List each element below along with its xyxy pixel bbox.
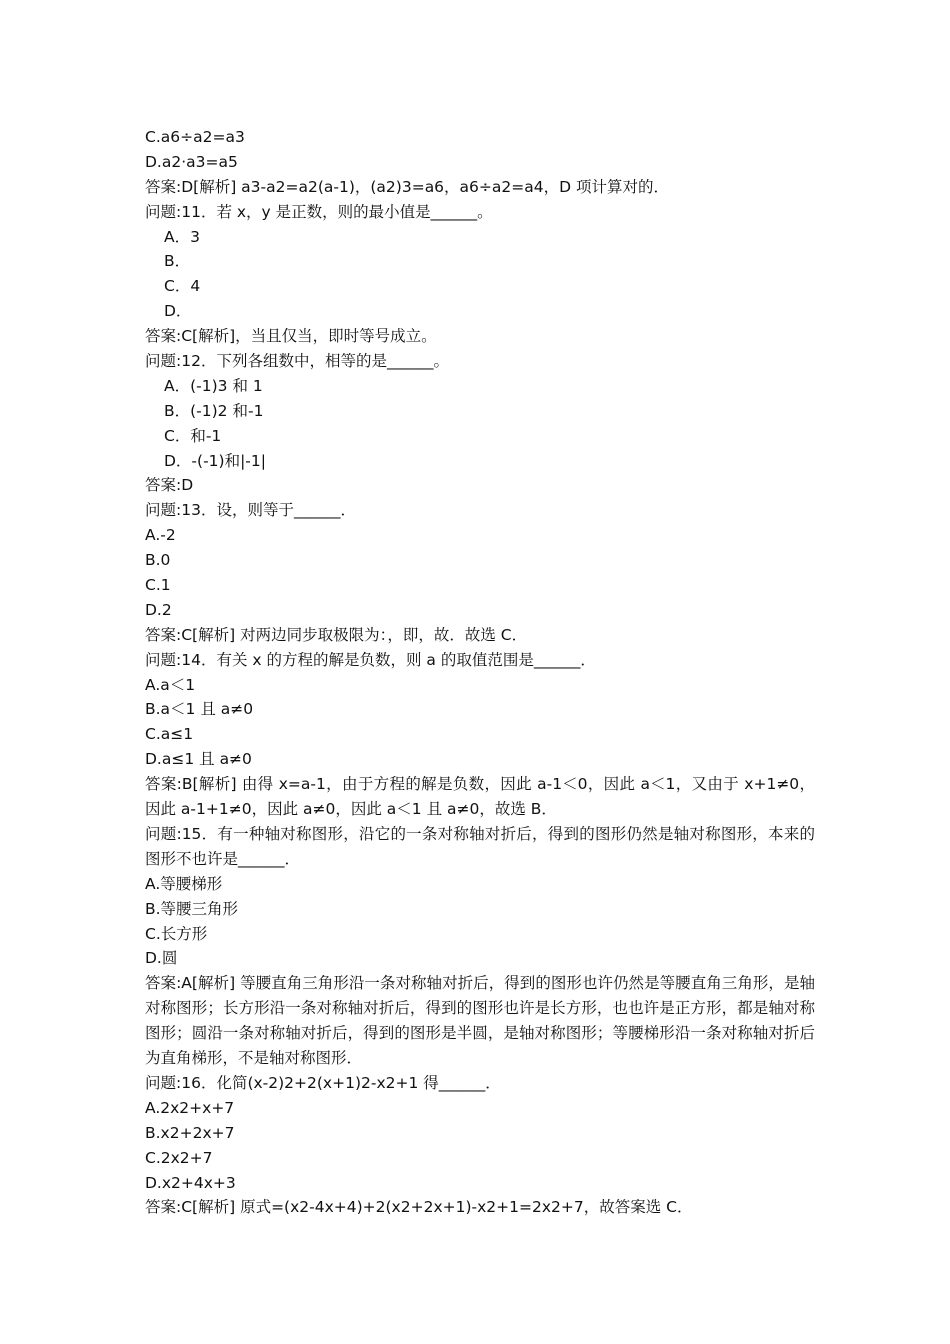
option-line: D.x2+4x+3 xyxy=(145,1173,236,1192)
option-line: D.圆 xyxy=(145,949,178,968)
option-line: A．(-1)3 和 1 xyxy=(164,376,263,395)
answer-line: 答案:B[解析] 由得 x=a-1，由于方程的解是负数，因此 a-1＜0，因此 a＜1，又由于 x+1≠0，因此 a-1+1≠0，因此 a≠0，因此 a＜1 且 a≠0，故选 B． xyxy=(145,775,815,819)
option-line: C.长方形 xyxy=(145,924,208,943)
question-12: 问题:12．下列各组数中，相等的是______。 xyxy=(145,352,449,371)
option-line: B.a＜1 且 a≠0 xyxy=(145,700,254,719)
question-11: 问题:11．若 x，y 是正数，则的最小值是______。 xyxy=(145,202,493,221)
answer-line: 答案:A[解析] 等腰直角三角形沿一条对称轴对折后，得到的图形也许仍然是等腰直角三角形，是轴对称图形；长方形沿一条对称轴对折后，得到的图形也许是长方形，也也许是正方形，都是轴对称图形；圆沿一条对称轴对折后，得到的图形是半圆，是轴对称图形；等腰梯形沿一条对称轴对折后为直角梯形，不是轴对称图形． xyxy=(145,974,815,1068)
option-line: D.a≤1 且 a≠0 xyxy=(145,750,252,769)
answer-line: 答案:D xyxy=(145,476,194,495)
answer-line: 答案:D[解析] a3-a2=a2(a-1)，(a2)3=a6，a6÷a2=a4，D 项计算对的． xyxy=(145,177,669,196)
option-line: A.a＜1 xyxy=(145,675,196,694)
option-line: A.2x2+x+7 xyxy=(145,1098,235,1117)
document-body xyxy=(145,125,815,1220)
question-14: 问题:14．有关 x 的方程的解是负数，则 a 的取值范围是______． xyxy=(145,650,596,669)
option-line: B． xyxy=(164,252,191,271)
option-line: D．-(-1)和|-1| xyxy=(164,451,266,470)
option-line: C．4 xyxy=(164,277,201,296)
option-line: C.1 xyxy=(145,576,171,595)
option-line: D.a2·a3=a5 xyxy=(145,152,238,171)
option-line: B.x2+2x+7 xyxy=(145,1123,235,1142)
option-line: A．3 xyxy=(164,227,200,246)
answer-line: 答案:C[解析]，当且仅当，即时等号成立。 xyxy=(145,327,437,346)
answer-line: 答案:C[解析] 原式=(x2-4x+4)+2(x2+2x+1)-x2+1=2x2+7，故答案选 C． xyxy=(145,1198,693,1217)
option-line: C.a6÷a2=a3 xyxy=(145,128,245,146)
option-line: A.-2 xyxy=(145,526,176,545)
option-line: D． xyxy=(164,302,192,321)
option-line: C．和-1 xyxy=(164,426,222,445)
option-line: A.等腰梯形 xyxy=(145,874,223,893)
answer-line: 答案:C[解析] 对两边同步取极限为：，即，故．故选 C． xyxy=(145,625,528,644)
question-16: 问题:16．化简(x-2)2+2(x+1)2-x2+1 得______． xyxy=(145,1073,501,1092)
question-13: 问题:13．设，则等于______． xyxy=(145,501,356,520)
option-line: C.2x2+7 xyxy=(145,1148,213,1167)
option-line: B.0 xyxy=(145,551,171,570)
option-line: B．(-1)2 和-1 xyxy=(164,401,264,420)
option-line: C.a≤1 xyxy=(145,725,194,744)
question-15: 问题:15．有一种轴对称图形，沿它的一条对称轴对折后，得到的图形仍然是轴对称图形，本来的图形不也许是______． xyxy=(145,824,815,868)
option-line: B.等腰三角形 xyxy=(145,899,239,918)
option-line: D.2 xyxy=(145,600,172,619)
